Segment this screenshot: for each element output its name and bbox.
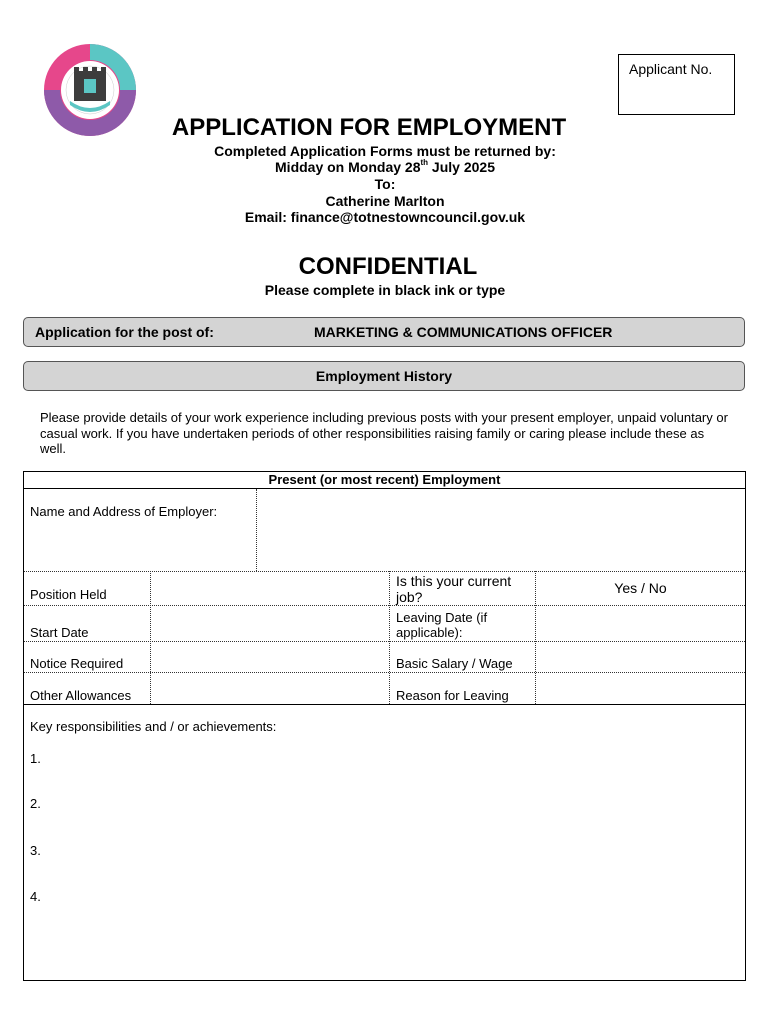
deadline: [0, 159, 770, 175]
reason-label: Reason for Leaving: [396, 688, 509, 703]
employer-label: Name and Address of Employer:: [30, 504, 218, 519]
responsibilities-label: Key responsibilities and / or achievements:: [30, 719, 277, 734]
ink-instruction: Please complete in black ink or type: [264, 282, 506, 298]
current-job-label: Is this your current job?: [396, 573, 512, 605]
position-label: Position Held: [30, 587, 107, 602]
start-date-field[interactable]: [152, 607, 388, 640]
contact-email: Email: finance@totnestowncouncil.gov.uk: [244, 209, 526, 225]
divider: [24, 641, 745, 642]
confidential-title: CONFIDENTIAL: [298, 253, 478, 280]
deadline-sup: th: [420, 158, 429, 167]
notice-label: Notice Required: [30, 656, 124, 671]
list-item: 3.: [30, 843, 41, 858]
position-field[interactable]: [152, 573, 388, 604]
allowances-field[interactable]: [152, 674, 388, 703]
divider: [24, 571, 745, 572]
divider: [389, 571, 390, 704]
employment-form: [23, 471, 746, 981]
leaving-date-field[interactable]: [537, 607, 744, 640]
responsibilities-field[interactable]: [54, 737, 744, 977]
post-label: Application for the post of:: [35, 324, 214, 340]
divider: [24, 704, 745, 705]
list-item: 1.: [30, 751, 41, 766]
leaving-date-label: Leaving Date (if applicable):: [396, 610, 488, 640]
allowances-label: Other Allowances: [30, 688, 132, 703]
notice-field[interactable]: [152, 643, 388, 671]
divider: [256, 489, 257, 571]
post-value: MARKETING & COMMUNICATIONS OFFICER: [314, 324, 613, 340]
applicant-number-box[interactable]: [618, 54, 735, 115]
applicant-number-label: Applicant No.: [629, 61, 713, 77]
to-label: To:: [374, 176, 396, 192]
contact-name: Catherine Marlton: [325, 193, 445, 209]
yes-no-field[interactable]: Yes / No: [614, 580, 667, 596]
deadline-month: July 2025: [428, 159, 495, 175]
divider: [24, 488, 745, 489]
return-instruction: Completed Application Forms must be returned by:: [214, 143, 556, 159]
divider: [150, 571, 151, 704]
page-title: APPLICATION FOR EMPLOYMENT: [171, 114, 567, 141]
employer-field[interactable]: [258, 490, 744, 570]
employment-history-bar: Employment History: [23, 361, 745, 391]
post-bar: [23, 317, 745, 347]
start-date-label: Start Date: [30, 625, 89, 640]
salary-label: Basic Salary / Wage: [396, 656, 513, 671]
divider: [24, 672, 745, 673]
reason-field[interactable]: [537, 674, 744, 703]
list-item: 2.: [30, 796, 41, 811]
section-title: Present (or most recent) Employment: [268, 472, 501, 487]
list-item: 4.: [30, 889, 41, 904]
divider: [24, 605, 745, 606]
deadline-text: Midday on Monday 28: [275, 159, 421, 175]
intro-paragraph: Please provide details of your work experience including previous posts with your present employer, unpaid voluntary or casual work. If you have undertaken periods of other responsibilities raising family or caring please include these as well.: [40, 410, 728, 456]
salary-field[interactable]: [537, 643, 744, 671]
